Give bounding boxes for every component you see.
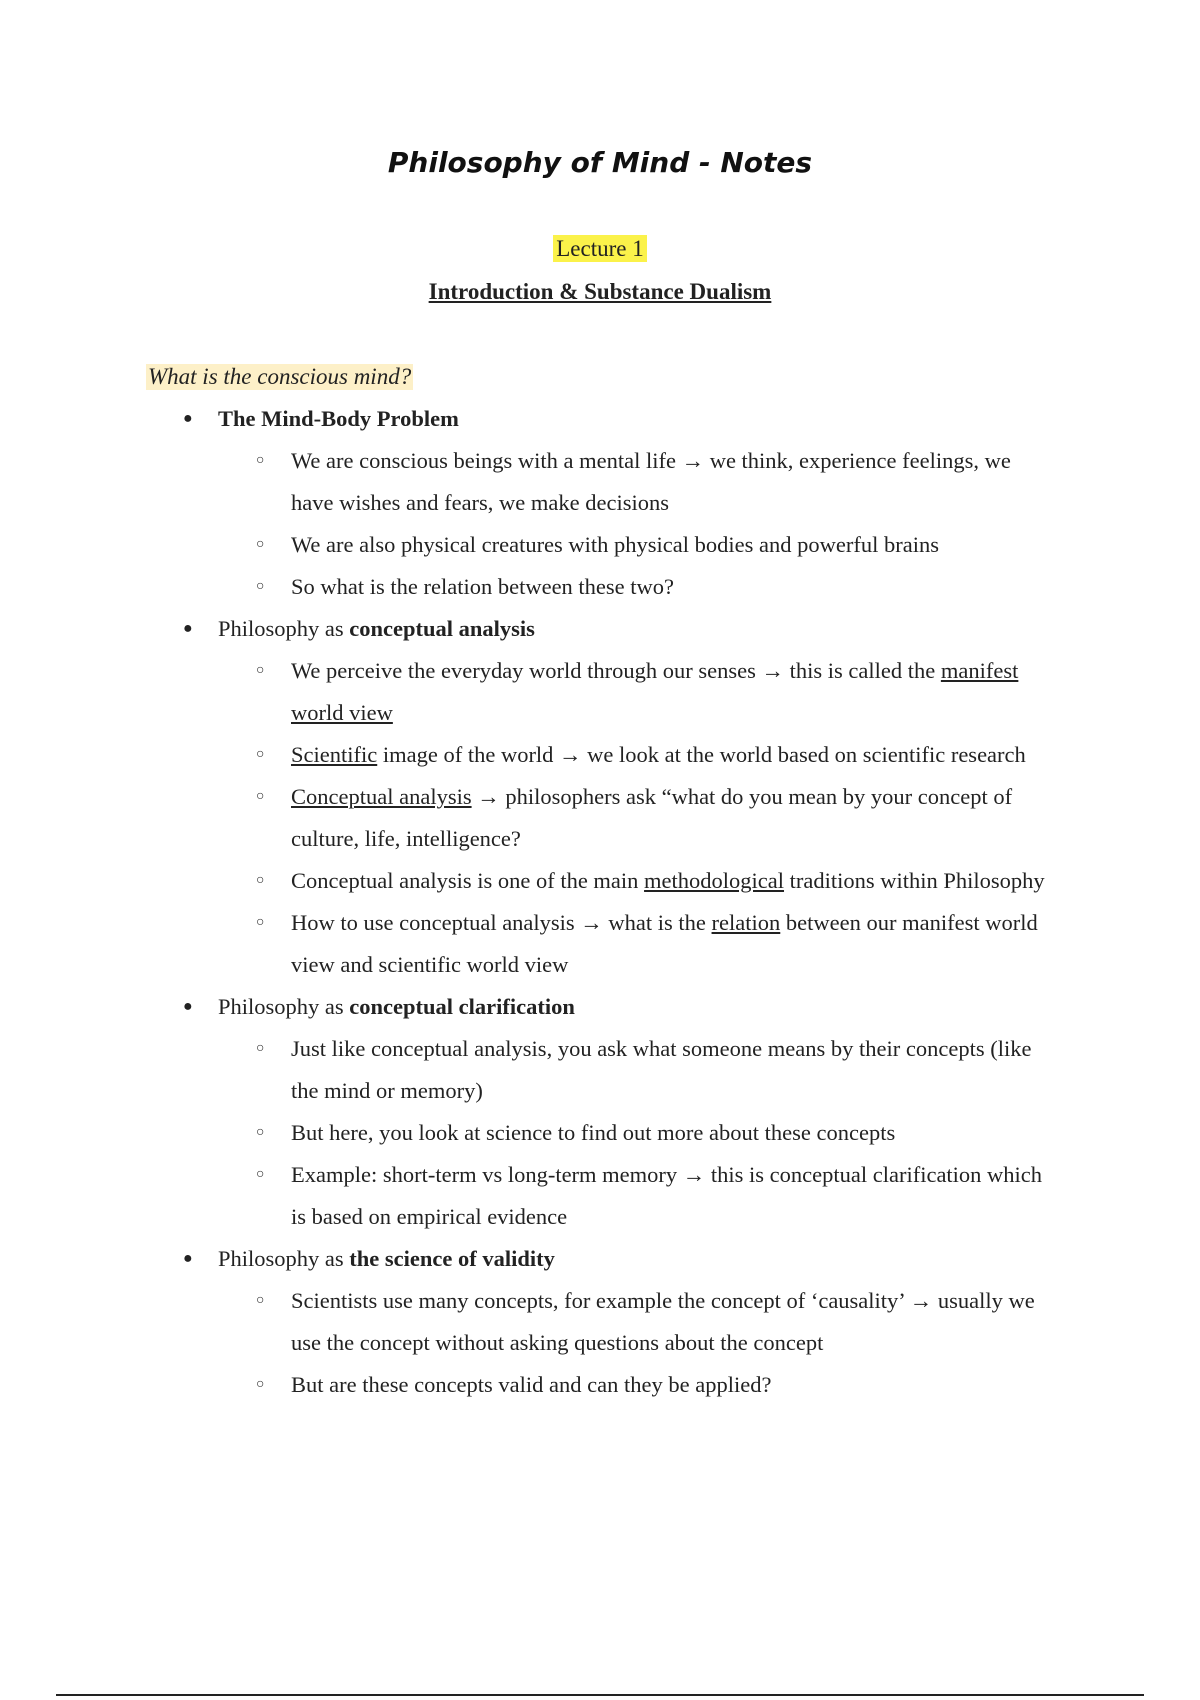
- note-text: Conceptual analysis is one of the main: [291, 868, 645, 893]
- underlined-term: methodological: [644, 868, 785, 893]
- note-text: between our manifest world view and scientific world view: [291, 910, 1038, 977]
- sub-bullet-icon: ○: [256, 453, 265, 468]
- sub-bullet-icon: ○: [256, 1125, 265, 1140]
- sub-list-item: [0, 1364, 1200, 1406]
- sub-list-item: [0, 902, 1200, 986]
- section-heading: the science of validity: [349, 1246, 555, 1271]
- sub-bullet-icon: ○: [256, 789, 265, 804]
- note-text: We are conscious beings with a mental life → we think, experience feelings, we have wishes and fears, we make decisions: [291, 448, 1011, 515]
- underlined-term: Conceptual analysis: [291, 784, 472, 809]
- underlined-term: Scientific: [291, 742, 378, 767]
- bullet-icon: ●: [183, 998, 193, 1015]
- underlined-term: relation: [711, 910, 781, 935]
- bullet-icon: ●: [183, 620, 193, 637]
- sub-list-item: [0, 524, 1200, 566]
- note-text: Just like conceptual analysis, you ask what someone means by their concepts (like the mind or memory): [291, 1036, 1032, 1103]
- note-text: But are these concepts valid and can they be applied?: [291, 1372, 772, 1397]
- bullet-icon: ●: [183, 410, 193, 427]
- sub-list-item: [0, 860, 1200, 902]
- sub-bullet-icon: ○: [256, 663, 265, 678]
- section-heading: conceptual analysis: [349, 616, 535, 641]
- sub-list-item: [0, 1028, 1200, 1112]
- sub-list-item: [0, 650, 1200, 734]
- sub-list-item: [0, 1112, 1200, 1154]
- section-heading: The Mind-Body Problem: [218, 406, 459, 431]
- note-text: → philosophers ask “what do you mean by your concept of culture, life, intelligence?: [291, 784, 1013, 851]
- lecture-highlight: Lecture 1: [553, 235, 646, 262]
- note-text: Scientists use many concepts, for example the concept of ‘causality’ → usually we use the concept without asking questions about the concept: [291, 1288, 1035, 1355]
- sub-bullet-icon: ○: [256, 537, 265, 552]
- lecture-subtitle: Introduction & Substance Dualism: [428, 279, 772, 304]
- note-text: But here, you look at science to find out more about these concepts: [291, 1120, 896, 1145]
- note-text: image of the world → we look at the world based on scientific research: [377, 742, 1026, 767]
- document-title: Philosophy of Mind - Notes: [387, 146, 813, 179]
- note-text: We perceive the everyday world through our senses → this is called the: [291, 658, 941, 683]
- section-question: What is the conscious mind?: [148, 364, 412, 389]
- section-prefix: Philosophy as: [218, 994, 350, 1019]
- sub-bullet-icon: ○: [256, 1041, 265, 1056]
- section-prefix: Philosophy as: [218, 616, 350, 641]
- note-text: So what is the relation between these two?: [291, 574, 675, 599]
- sub-bullet-icon: ○: [256, 873, 265, 888]
- list-item: [0, 1238, 1200, 1406]
- sub-bullet-icon: ○: [256, 1377, 265, 1392]
- section-heading: conceptual clarification: [349, 994, 575, 1019]
- sub-bullet-icon: ○: [256, 579, 265, 594]
- sub-list-item: [0, 1154, 1200, 1238]
- sub-list-item: [0, 734, 1200, 776]
- underlined-term: manifest world view: [291, 658, 1019, 725]
- page-divider: [56, 1694, 1144, 1696]
- sub-bullet-icon: ○: [256, 1167, 265, 1182]
- section-prefix: Philosophy as: [218, 1246, 350, 1271]
- sub-list-item: [0, 776, 1200, 860]
- list-item: [0, 608, 1200, 986]
- list-item: [0, 398, 1200, 608]
- bullet-icon: ●: [183, 1250, 193, 1267]
- sub-list-item: [0, 1280, 1200, 1364]
- sub-bullet-icon: ○: [256, 1293, 265, 1308]
- notes-outline: [0, 398, 1200, 1406]
- sub-bullet-icon: ○: [256, 747, 265, 762]
- list-item: [0, 986, 1200, 1238]
- lecture-label: [0, 236, 1200, 262]
- note-text: We are also physical creatures with physical bodies and powerful brains: [291, 532, 939, 557]
- sub-bullet-icon: ○: [256, 915, 265, 930]
- note-text: traditions within Philosophy: [784, 868, 1045, 893]
- note-text: Example: short-term vs long-term memory → this is conceptual clarification which is based on empirical evidence: [291, 1162, 1043, 1229]
- note-text: How to use conceptual analysis → what is the: [291, 910, 712, 935]
- sub-list-item: [0, 440, 1200, 524]
- sub-list-item: [0, 566, 1200, 608]
